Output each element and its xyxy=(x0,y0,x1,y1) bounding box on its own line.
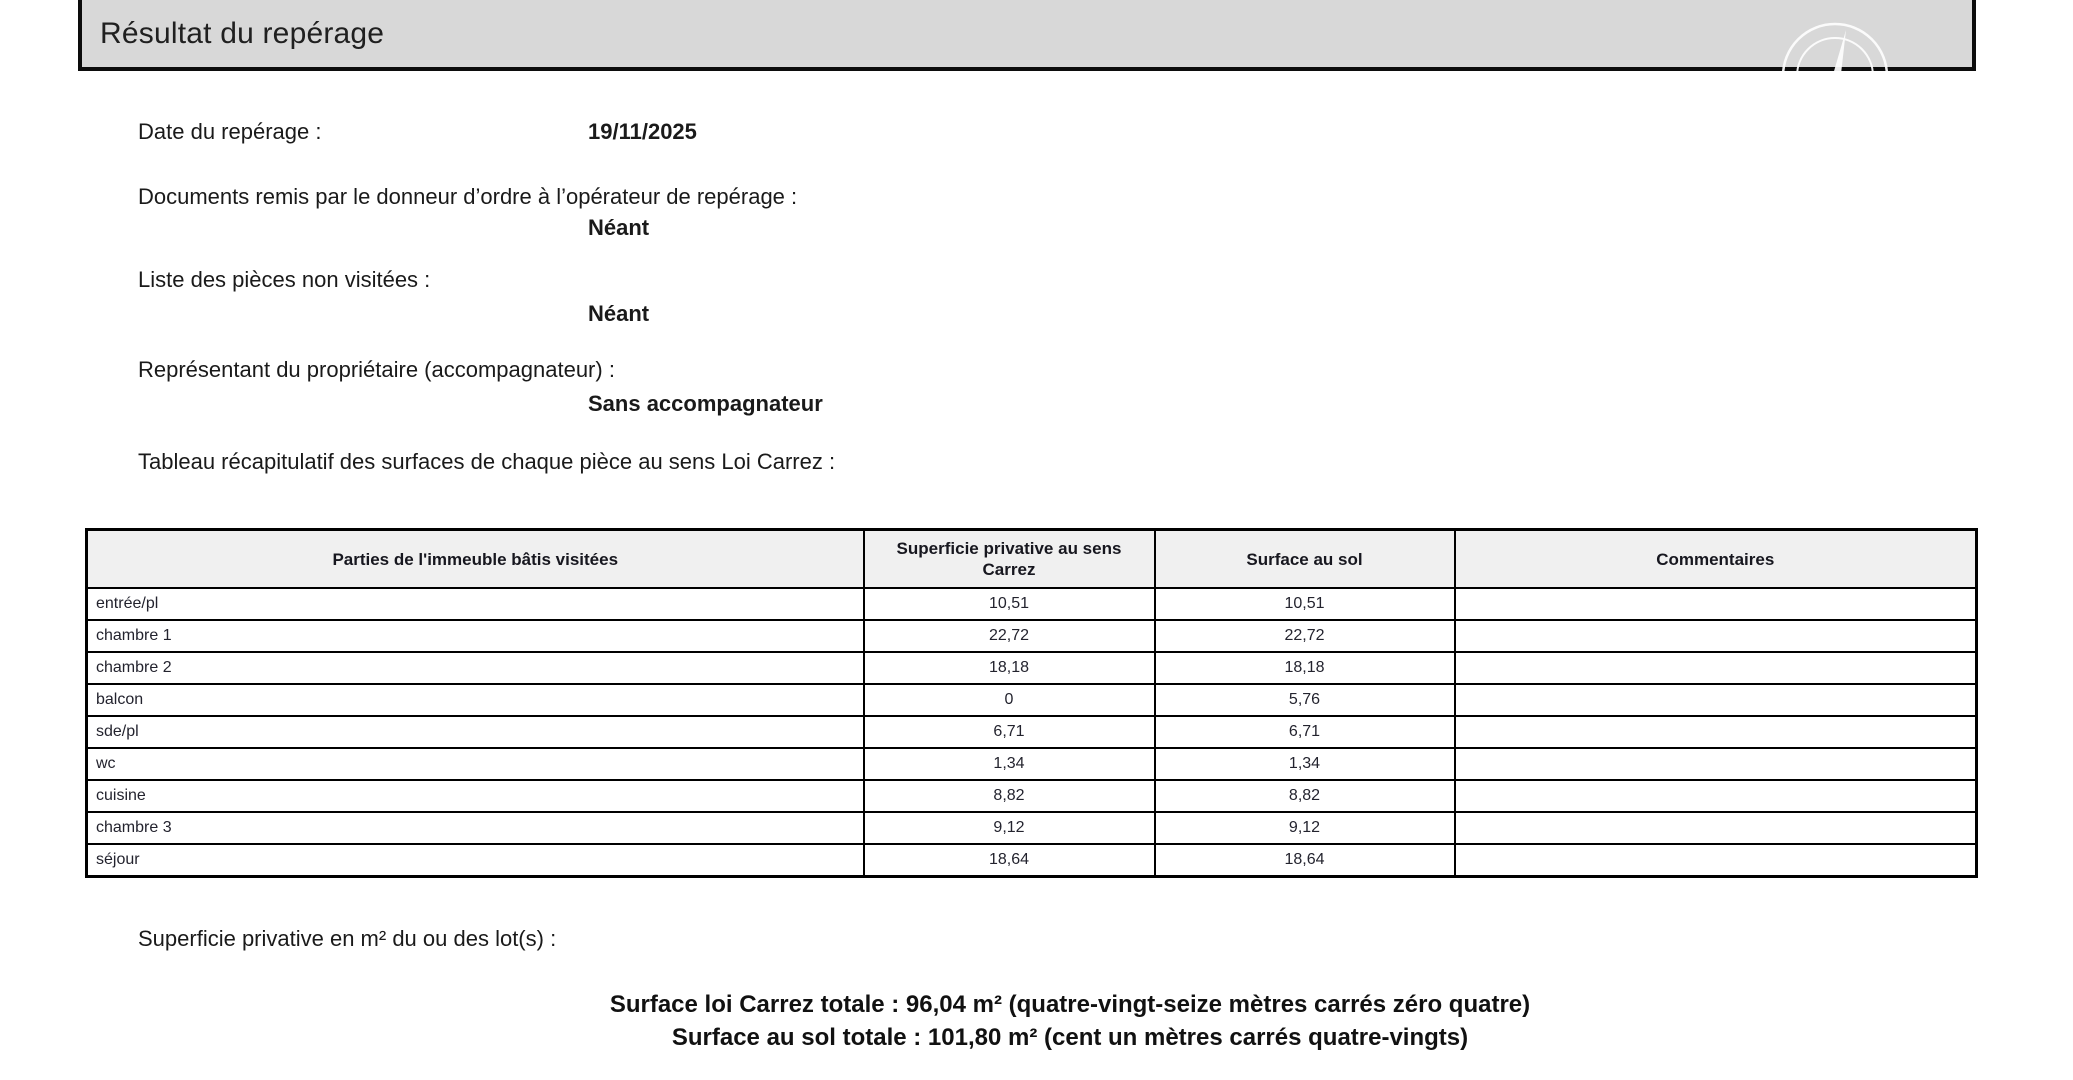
room-cell: chambre 1 xyxy=(87,620,864,652)
sol-cell: 18,64 xyxy=(1155,844,1455,876)
comment-cell xyxy=(1455,780,1977,812)
representant-label: Représentant du propriétaire (accompagnateur) : xyxy=(138,357,615,382)
pieces-non-visitees-value: Néant xyxy=(588,301,650,326)
sol-cell: 5,76 xyxy=(1155,684,1455,716)
sol-cell: 9,12 xyxy=(1155,812,1455,844)
header-parties: Parties de l'immeuble bâtis visitées xyxy=(87,530,864,589)
table-row xyxy=(87,780,1977,812)
surface-table-body xyxy=(87,588,1977,876)
table-row xyxy=(87,844,1977,876)
comment-cell xyxy=(1455,748,1977,780)
comment-cell xyxy=(1455,620,1977,652)
documents-value: Néant xyxy=(588,215,650,240)
carrez-cell: 6,71 xyxy=(864,716,1155,748)
table-row xyxy=(87,588,1977,620)
header-superficie-carrez: Superficie privative au sens Carrez xyxy=(864,530,1155,589)
comment-cell xyxy=(1455,588,1977,620)
sol-cell: 10,51 xyxy=(1155,588,1455,620)
carrez-cell: 18,64 xyxy=(864,844,1155,876)
comment-cell xyxy=(1455,812,1977,844)
carrez-cell: 10,51 xyxy=(864,588,1155,620)
documents-label: Documents remis par le donneur d’ordre à l’opérateur de repérage : xyxy=(138,184,798,209)
table-header-row xyxy=(87,530,1977,589)
room-cell: cuisine xyxy=(87,780,864,812)
room-cell: chambre 2 xyxy=(87,652,864,684)
comment-cell xyxy=(1455,652,1977,684)
carrez-cell: 0 xyxy=(864,684,1155,716)
table-intro-label: Tableau récapitulatif des surfaces de chaque pièce au sens Loi Carrez : xyxy=(138,449,836,474)
sol-cell: 1,34 xyxy=(1155,748,1455,780)
sol-cell: 18,18 xyxy=(1155,652,1455,684)
room-cell: chambre 3 xyxy=(87,812,864,844)
sol-cell: 22,72 xyxy=(1155,620,1455,652)
pieces-non-visitees-label: Liste des pièces non visitées : xyxy=(138,267,431,292)
room-cell: balcon xyxy=(87,684,864,716)
carrez-cell: 18,18 xyxy=(864,652,1155,684)
total-sol-line: Surface au sol totale : 101,80 m² (cent un mètres carrés quatre-vingts) xyxy=(671,1024,1469,1051)
date-value: 19/11/2025 xyxy=(588,119,697,144)
carrez-cell: 8,82 xyxy=(864,780,1155,812)
representant-value: Sans accompagnateur xyxy=(588,391,823,416)
comment-cell xyxy=(1455,844,1977,876)
date-label: Date du repérage : xyxy=(138,119,322,144)
room-cell: entrée/pl xyxy=(87,588,864,620)
sol-cell: 6,71 xyxy=(1155,716,1455,748)
section-title-bar xyxy=(78,0,1976,71)
total-carrez-line: Surface loi Carrez totale : 96,04 m² (quatre-vingt-seize mètres carrés zéro quatre) xyxy=(609,991,1531,1018)
comment-cell xyxy=(1455,716,1977,748)
surfaces-table xyxy=(85,528,1978,878)
table-row xyxy=(87,652,1977,684)
carrez-cell: 22,72 xyxy=(864,620,1155,652)
table-row xyxy=(87,716,1977,748)
room-cell: wc xyxy=(87,748,864,780)
carrez-cell: 1,34 xyxy=(864,748,1155,780)
header-commentaires: Commentaires xyxy=(1455,530,1977,589)
superficie-privative-label: Superficie privative en m² du ou des lot(s) : xyxy=(138,926,557,951)
table-row xyxy=(87,620,1977,652)
room-cell: sde/pl xyxy=(87,716,864,748)
page-title: Résultat du repérage xyxy=(100,16,385,50)
table-row xyxy=(87,748,1977,780)
table-row xyxy=(87,684,1977,716)
table-row xyxy=(87,812,1977,844)
comment-cell xyxy=(1455,684,1977,716)
totals-block xyxy=(120,988,2020,1054)
header-surface-sol: Surface au sol xyxy=(1155,530,1455,589)
sol-cell: 8,82 xyxy=(1155,780,1455,812)
carrez-cell: 9,12 xyxy=(864,812,1155,844)
room-cell: séjour xyxy=(87,844,864,876)
